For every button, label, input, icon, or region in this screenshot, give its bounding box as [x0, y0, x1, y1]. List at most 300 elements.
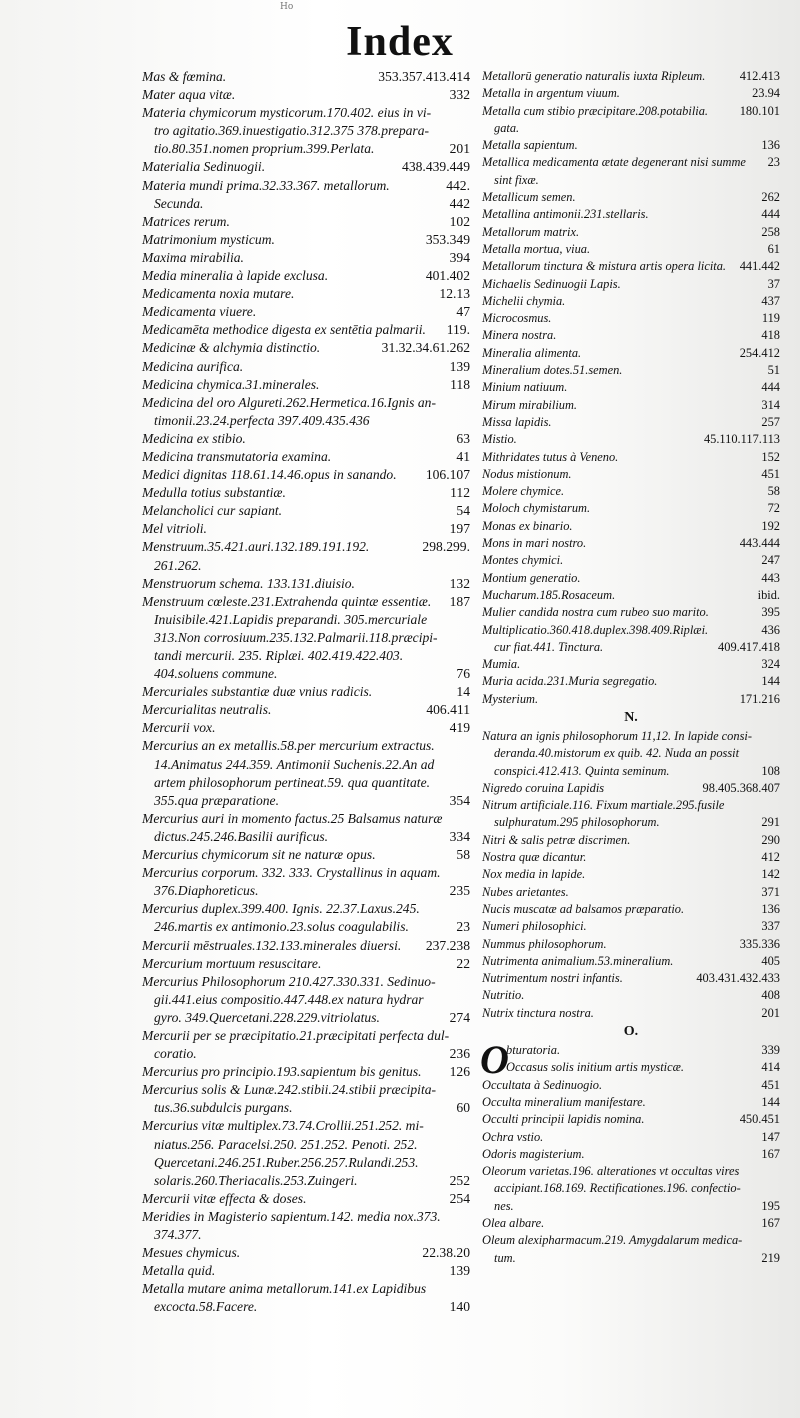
- entry-term: Materia chymicorum mysticorum.170.402. eius in vi-: [142, 105, 432, 121]
- entry-page-refs: 394: [449, 249, 470, 265]
- entry-term: Mercurius Philosophorum 210.427.330.331. Sedinuo-: [142, 973, 436, 989]
- entry-page-refs: 119.: [446, 322, 470, 338]
- entry-term: niatus.256. Paracelsi.250. 251.252. Penoti. 252.: [154, 1136, 418, 1152]
- index-entry: [482, 728, 780, 745]
- index-entry-continuation: [482, 745, 780, 762]
- entry-page-refs: 23: [456, 919, 470, 935]
- entry-term: Mercurii mēstruales.132.133.minerales diuersi.: [142, 937, 402, 953]
- index-entry-continuation: [142, 611, 470, 629]
- entry-term: Nutrimentum nostri infantis.: [482, 971, 623, 986]
- entry-term: Menstruum.35.421.auri.132.189.191.192.: [142, 539, 370, 555]
- entry-page-refs: 23.94: [752, 86, 780, 101]
- entry-page-refs: 414: [761, 1060, 780, 1075]
- entry-term: dictus.245.246.Basilii aurificus.: [154, 828, 329, 844]
- entry-term: timonii.23.24.perfecta 397.409.435.436: [154, 412, 370, 428]
- entry-page-refs: 409.417.418: [718, 639, 780, 654]
- entry-term: Mercurius chymicorum sit ne naturæ opus.: [142, 847, 376, 863]
- index-entry: [142, 1208, 470, 1226]
- entry-term: Occasus solis initium artis mysticæ.: [506, 1060, 684, 1075]
- entry-page-refs: 334: [449, 828, 470, 844]
- index-entry-continuation: [482, 172, 780, 189]
- entry-term: Matrimonium mysticum.: [142, 231, 275, 247]
- entry-page-refs: 438.439.449: [402, 159, 470, 175]
- index-entry: [482, 154, 780, 171]
- entry-page-refs: 136: [761, 138, 780, 153]
- index-entry: [482, 604, 780, 621]
- section-letter: N.: [624, 709, 638, 725]
- entry-term: Michelii chymia.: [482, 293, 566, 308]
- index-entry: [142, 593, 470, 611]
- drop-cap-initial: O: [480, 1037, 509, 1083]
- index-entry: [482, 206, 780, 223]
- entry-page-refs: 22: [456, 955, 470, 971]
- index-entry: [482, 345, 780, 362]
- entry-term: Nutrix tinctura nostra.: [482, 1005, 594, 1020]
- page-title: Index: [346, 19, 454, 65]
- index-entry: [482, 293, 780, 310]
- entry-page-refs: 274: [449, 1009, 470, 1025]
- index-entry: [482, 310, 780, 327]
- index-entry: [482, 552, 780, 569]
- entry-page-refs: 142: [761, 867, 780, 882]
- entry-page-refs: 132: [449, 575, 470, 591]
- index-entry: [142, 213, 470, 231]
- index-entry-continuation: [142, 792, 470, 810]
- entry-term: 374.377.: [154, 1227, 202, 1242]
- index-entry: [482, 1094, 780, 1111]
- entry-term: Mithridates tutus à Veneno.: [482, 449, 619, 464]
- index-entry: [482, 68, 780, 85]
- entry-term: Metallica medicamenta ætate degenerant nisi summe: [482, 155, 746, 170]
- entry-term: Medicina chymica.31.minerales.: [142, 376, 320, 392]
- entry-page-refs: 60: [456, 1100, 470, 1116]
- entry-term: Nubes arietantes.: [482, 884, 569, 899]
- entry-term: Moloch chymistarum.: [482, 501, 591, 516]
- index-entry: [482, 85, 780, 102]
- entry-page-refs: 291: [761, 815, 780, 830]
- index-entry: [142, 1027, 470, 1045]
- index-entry: [482, 535, 780, 552]
- index-entry: [482, 483, 780, 500]
- entry-page-refs: 339: [761, 1043, 780, 1058]
- entry-term: Mercurii vox.: [142, 720, 216, 736]
- index-entry: [482, 1146, 780, 1163]
- entry-page-refs: 119: [761, 311, 780, 326]
- entry-page-refs: 257: [761, 414, 780, 429]
- index-entry: [142, 68, 470, 86]
- index-entry: [142, 231, 470, 249]
- entry-term: Mel vitrioli.: [142, 521, 207, 537]
- index-entry-continuation: [142, 412, 470, 430]
- index-entry: [482, 622, 780, 639]
- index-entry: [482, 866, 780, 883]
- entry-term: Mater aqua vitæ.: [142, 87, 236, 103]
- index-entry: [482, 797, 780, 814]
- entry-page-refs: 76: [456, 666, 470, 682]
- entry-term: tio.80.351.nomen proprium.399.Perlata.: [154, 141, 375, 157]
- entry-page-refs: 98.405.368.407: [702, 780, 780, 795]
- entry-page-refs: 254.412: [739, 345, 780, 360]
- index-entry-continuation: [142, 1298, 470, 1316]
- index-entry: [142, 683, 470, 701]
- entry-page-refs: 102: [449, 213, 470, 229]
- entry-term: sint fixæ.: [494, 172, 539, 187]
- entry-term: Minera nostra.: [482, 328, 557, 343]
- entry-page-refs: 371: [761, 884, 780, 899]
- entry-page-refs: 337: [761, 919, 780, 934]
- entry-term: Mercurium mortuum resuscitare.: [142, 955, 322, 971]
- entry-page-refs: 408: [761, 988, 780, 1003]
- entry-term: Nox media in lapide.: [482, 867, 586, 882]
- entry-term: excocta.58.Facere.: [154, 1299, 258, 1315]
- index-entry: [142, 376, 470, 394]
- entry-page-refs: 412.413: [739, 69, 780, 83]
- entry-term: Medicina del oro Algureti.262.Hermetica.16.Ignis an-: [142, 394, 436, 410]
- index-column-left: [142, 68, 470, 1316]
- index-entry-continuation: [142, 1009, 470, 1027]
- index-entry-continuation: [142, 1045, 470, 1063]
- index-entry: [482, 500, 780, 517]
- entry-term: Metallina antimonii.231.stellaris.: [482, 207, 649, 222]
- entry-page-refs: 406.411: [426, 702, 470, 718]
- index-entry-continuation: [142, 140, 470, 158]
- index-entry: [142, 177, 470, 195]
- entry-page-refs: 418: [761, 328, 780, 343]
- entry-page-refs: 443.444: [739, 536, 780, 551]
- entry-term: Mas & fœmina.: [142, 69, 227, 84]
- index-entry: [482, 1005, 780, 1022]
- entry-page-refs: 112: [450, 485, 470, 501]
- index-entry: [142, 737, 470, 755]
- entry-term: Nutrimenta animalium.53.mineralium.: [482, 953, 674, 968]
- entry-term: 14.Animatus 244.359. Antimonii Suchenis.22.An ad: [154, 756, 435, 772]
- index-entry: [482, 1077, 780, 1094]
- entry-term: Medici dignitas 118.61.14.46.opus in sanando.: [142, 467, 397, 483]
- entry-page-refs: 167: [761, 1146, 780, 1161]
- entry-term: Oleorum varietas.196. alterationes vt occultas vires: [482, 1164, 740, 1179]
- entry-page-refs: 290: [761, 832, 780, 847]
- entry-term: accipiant.168.169. Rectificationes.196. confectio-: [494, 1181, 741, 1196]
- index-entry-continuation: [482, 1198, 780, 1215]
- entry-page-refs: 436: [761, 622, 780, 637]
- entry-page-refs: 219: [761, 1250, 780, 1265]
- entry-page-refs: 144: [761, 674, 780, 689]
- entry-term: Secunda.: [154, 195, 204, 211]
- index-entry: [482, 901, 780, 918]
- entry-term: Odoris magisterium.: [482, 1146, 585, 1161]
- entry-page-refs: 41: [456, 448, 470, 464]
- entry-page-refs: 235: [449, 883, 470, 899]
- index-entry: [482, 397, 780, 414]
- entry-term: tro agitatio.369.inuestigatio.312.375 378.prepara-: [154, 123, 430, 139]
- entry-page-refs: 106.107: [425, 467, 470, 483]
- entry-page-refs: 22.38.20: [422, 1245, 470, 1261]
- entry-term: Nitri & salis petræ discrimen.: [482, 832, 631, 847]
- entry-term: 355.qua præparatione.: [154, 792, 279, 808]
- index-entry-continuation: [142, 647, 470, 665]
- entry-page-refs: 187: [449, 593, 470, 609]
- entry-page-refs: 254: [449, 1190, 470, 1206]
- entry-page-refs: 401.402: [425, 268, 470, 284]
- entry-term: 261.262.: [154, 557, 202, 573]
- index-entry-continuation: [482, 639, 780, 656]
- index-entry-continuation: [142, 774, 470, 792]
- entry-term: bturatoria.: [506, 1043, 561, 1058]
- entry-term: Occultata à Sedinuogio.: [482, 1077, 603, 1092]
- index-entry-continuation: [142, 195, 470, 213]
- entry-term: Matrices rerum.: [142, 213, 230, 229]
- index-entry: [142, 900, 470, 918]
- entry-page-refs: 201: [761, 1005, 780, 1020]
- index-entry: [142, 1063, 470, 1081]
- index-entry: [482, 936, 780, 953]
- entry-page-refs: 152: [761, 449, 780, 464]
- index-entry: [142, 86, 470, 104]
- entry-page-refs: 139: [449, 1263, 470, 1279]
- entry-page-refs: 167: [761, 1216, 780, 1230]
- entry-term: Molere chymice.: [482, 484, 565, 499]
- entry-term: Occulta mineralium manifestare.: [482, 1094, 646, 1109]
- entry-page-refs: 450.451: [739, 1112, 780, 1127]
- entry-term: coratio.: [154, 1046, 197, 1062]
- entry-page-refs: 419: [449, 720, 470, 736]
- entry-term: solaris.260.Theriacalis.253.Zuingeri.: [154, 1172, 358, 1188]
- entry-term: Montium generatio.: [482, 570, 581, 585]
- entry-term: Monas ex binario.: [482, 518, 573, 533]
- entry-term: Occulti principii lapidis nomina.: [482, 1112, 645, 1127]
- index-column-right: [482, 68, 780, 1267]
- entry-term: Medicina transmutatoria examina.: [142, 448, 332, 464]
- entry-term: Olea albare.: [482, 1216, 545, 1230]
- entry-term: Nutritio.: [482, 988, 525, 1003]
- entry-term: Media mineralia à lapide exclusa.: [142, 268, 329, 284]
- entry-term: Mercurii vitæ effecta & doses.: [142, 1190, 307, 1206]
- index-entry-continuation: [142, 1136, 470, 1154]
- entry-term: Mucharum.185.Rosaceum.: [482, 587, 616, 602]
- page-mark: Ho: [280, 2, 294, 12]
- entry-term: Mercurius auri in momento factus.25 Balsamus naturæ: [142, 810, 443, 826]
- entry-page-refs: 405: [761, 953, 780, 968]
- index-entry: [482, 1232, 780, 1249]
- index-entry: [142, 303, 470, 321]
- index-entry: [142, 973, 470, 991]
- index-entry: [142, 864, 470, 882]
- entry-term: Mercurius pro principio.193.sapientum bis genitus.: [142, 1064, 422, 1080]
- entry-term: 246.martis ex antimonio.23.solus coagulabilis.: [154, 919, 409, 935]
- index-entry: [142, 1081, 470, 1099]
- entry-page-refs: 58: [767, 484, 780, 499]
- entry-term: Nummus philosophorum.: [482, 936, 607, 951]
- index-entry: [482, 780, 780, 797]
- entry-term: Natura an ignis philosophorum 11,12. In lapide consi-: [482, 728, 752, 743]
- entry-term: Mysterium.: [482, 691, 539, 706]
- entry-page-refs: 58: [456, 847, 470, 863]
- entry-page-refs: 314: [761, 397, 780, 412]
- entry-page-refs: 126: [449, 1064, 470, 1080]
- entry-term: Medulla totius substantiæ.: [142, 485, 286, 501]
- entry-page-refs: 395: [761, 605, 780, 620]
- entry-term: Ochra vstio.: [482, 1129, 544, 1144]
- entry-term: Nitrum artificiale.116. Fixum martiale.295.fusile: [482, 798, 725, 813]
- index-entry-continuation: [142, 1099, 470, 1117]
- entry-term: 404.soluens commune.: [154, 666, 278, 682]
- index-entry: [142, 484, 470, 502]
- entry-page-refs: 144: [761, 1094, 780, 1109]
- index-entry: [142, 719, 470, 737]
- entry-page-refs: 54: [456, 503, 470, 519]
- index-entry: [482, 673, 780, 690]
- index-entry: [142, 394, 470, 412]
- entry-term: 313.Non corrosiuum.235.132.Palmarii.118.præcipi-: [154, 629, 438, 645]
- entry-term: Mercurius vitæ multiplex.73.74.Crollii.251.252. mi-: [142, 1118, 424, 1134]
- index-entry: [482, 987, 780, 1004]
- entry-term: Medicinæ & alchymia distinctio.: [142, 340, 321, 356]
- entry-term: Muria acida.231.Muria segregatio.: [482, 674, 658, 689]
- entry-term: Nucis muscatæ ad balsamos præparatio.: [482, 901, 685, 916]
- index-entry: [482, 1111, 780, 1128]
- index-entry-continuation: [482, 814, 780, 831]
- index-entry-continuation: [142, 557, 470, 575]
- index-entry: [142, 701, 470, 719]
- entry-page-refs: 451: [761, 1077, 780, 1092]
- index-entry: [482, 1059, 780, 1076]
- entry-term: Medicamenta viuere.: [142, 304, 257, 320]
- index-entry: [142, 1190, 470, 1208]
- index-entry: [482, 970, 780, 987]
- entry-term: tum.: [494, 1250, 516, 1265]
- index-entry: [142, 810, 470, 828]
- entry-page-refs: 72: [767, 501, 780, 516]
- entry-term: gii.441.eius compositio.447.448.ex natura hydrar: [154, 991, 424, 1007]
- index-entry: [142, 430, 470, 448]
- index-entry-continuation: [142, 991, 470, 1009]
- entry-page-refs: 108: [761, 763, 780, 778]
- index-entry: [482, 918, 780, 935]
- entry-term: Nostra quæ dicantur.: [482, 850, 587, 865]
- index-entry: [142, 846, 470, 864]
- index-entry-continuation: [482, 1180, 780, 1197]
- index-entry-continuation: [142, 629, 470, 647]
- entry-page-refs: 136: [761, 901, 780, 916]
- index-entry: [482, 414, 780, 431]
- entry-term: 376.Diaphoreticus.: [154, 883, 259, 899]
- entry-term: Montes chymici.: [482, 553, 564, 568]
- entry-page-refs: 37: [767, 276, 780, 291]
- entry-page-refs: 180.101: [739, 103, 780, 118]
- entry-term: Mercurius solis & Lunæ.242.stibii.24.stibii præcipita-: [142, 1082, 437, 1098]
- index-entry-continuation: [142, 756, 470, 774]
- entry-term: Metallicum semen.: [482, 190, 576, 205]
- index-entry-continuation: [142, 122, 470, 140]
- entry-term: Mercurius corporum. 332. 333. Crystallinus in aquam.: [142, 865, 441, 881]
- index-entry: [142, 1117, 470, 1135]
- index-entry: [142, 1280, 470, 1298]
- index-entry: [482, 224, 780, 241]
- entry-page-refs: 335.336: [739, 936, 780, 951]
- entry-term: tandi mercurii. 235. Riplæi. 402.419.422.403.: [154, 648, 404, 663]
- entry-term: Mesues chymicus.: [142, 1245, 241, 1261]
- entry-term: Medicamenta noxia mutare.: [142, 286, 295, 302]
- entry-page-refs: 31.32.34.61.262: [381, 340, 470, 356]
- entry-page-refs: 237.238: [425, 937, 470, 953]
- section-letter: O.: [623, 1024, 639, 1040]
- index-entry-continuation: [142, 1172, 470, 1190]
- entry-term: Quercetani.246.251.Ruber.256.257.Rulandi.253.: [154, 1154, 419, 1170]
- entry-page-refs: 147: [761, 1129, 780, 1144]
- index-entry: [142, 955, 470, 973]
- index-entry: [482, 1129, 780, 1146]
- entry-page-refs: 403.431.432.433: [696, 971, 780, 986]
- entry-page-refs: 324: [761, 657, 780, 672]
- index-entry: [482, 103, 780, 120]
- entry-page-refs: 45.110.117.113: [703, 432, 780, 447]
- index-entry: [482, 953, 780, 970]
- index-entry: [142, 538, 470, 556]
- entry-term: Michaelis Sedinuogii Lapis.: [482, 276, 621, 291]
- index-entry-continuation: [142, 1154, 470, 1172]
- entry-term: Mercuriales substantiæ duæ vnius radicis.: [142, 684, 373, 700]
- index-entry: [142, 448, 470, 466]
- index-entry: [142, 466, 470, 484]
- entry-term: Medicina aurifica.: [142, 358, 244, 374]
- entry-term: Medicina ex stibio.: [142, 430, 246, 446]
- index-entry: [482, 379, 780, 396]
- entry-term: Metalla mortua, viua.: [482, 241, 591, 256]
- index-entry: [482, 587, 780, 604]
- entry-term: Mercurius duplex.399.400. Ignis. 22.37.Laxus.245.: [142, 901, 420, 917]
- entry-page-refs: 262: [761, 190, 780, 205]
- entry-term: Materialia Sedinuogii.: [142, 159, 266, 175]
- entry-term: Mineralia alimenta.: [482, 345, 582, 360]
- entry-page-refs: 441.442: [739, 259, 780, 274]
- entry-page-refs: 14: [456, 684, 470, 700]
- index-entry: [482, 258, 780, 275]
- index-entry: [142, 1244, 470, 1262]
- entry-page-refs: 47: [456, 304, 470, 320]
- entry-term: Meridies in Magisterio sapientum.142. media nox.373.: [142, 1208, 441, 1224]
- index-entry: [142, 285, 470, 303]
- entry-term: conspici.412.413. Quinta seminum.: [494, 763, 670, 778]
- entry-term: gata.: [494, 120, 520, 135]
- entry-page-refs: 354: [449, 792, 470, 808]
- entry-page-refs: 23: [767, 155, 780, 170]
- entry-page-refs: 451: [761, 466, 780, 481]
- index-entry: [482, 362, 780, 379]
- entry-term: Mulier candida nostra cum rubeo suo marito.: [482, 605, 709, 620]
- entry-page-refs: 353.349: [425, 231, 470, 247]
- index-entry: [142, 104, 470, 122]
- entry-term: sulphuratum.295 philosophorum.: [494, 815, 660, 830]
- index-entry-continuation: [142, 665, 470, 683]
- entry-page-refs: 192: [761, 518, 780, 533]
- index-entry: [482, 691, 780, 708]
- index-entry: [482, 241, 780, 258]
- index-entry: [482, 431, 780, 448]
- entry-term: Mercurii per se præcipitatio.21.præcipitati perfecta dul-: [142, 1027, 450, 1043]
- entry-term: Nigredo coruina Lapidis: [482, 780, 605, 795]
- index-entry-continuation: [142, 1226, 470, 1244]
- entry-term: Inuisibile.421.Lapidis preparandi. 305.mercuriale: [154, 611, 428, 627]
- entry-term: Metalla sapientum.: [482, 138, 578, 153]
- entry-page-refs: 197: [449, 521, 470, 537]
- index-entry-continuation: [142, 918, 470, 936]
- entry-term: Mons in mari nostro.: [482, 536, 587, 551]
- entry-page-refs: 443: [761, 570, 780, 585]
- index-entry: [142, 267, 470, 285]
- entry-page-refs: 444: [761, 207, 780, 222]
- index-entry: [482, 449, 780, 466]
- entry-term: Microcosmus.: [482, 311, 552, 326]
